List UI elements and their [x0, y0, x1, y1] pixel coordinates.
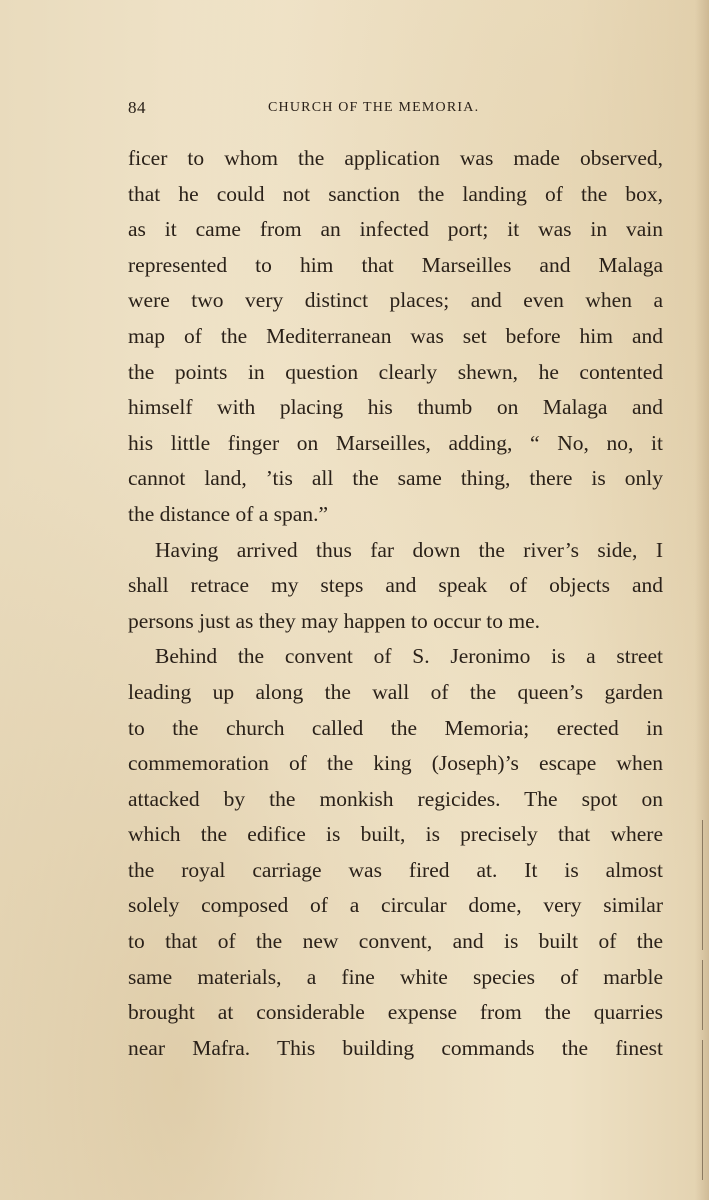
text-line: near Mafra. This building commands the finest [128, 1035, 663, 1060]
text-line: to that of the new convent, and is built of the [128, 929, 663, 954]
text-line: the royal carriage was fired at. It is almost [128, 857, 663, 882]
text-line: to the church called the Memoria; erected in [128, 715, 663, 740]
page-edge-line [702, 1040, 703, 1180]
text-line: shall retrace my steps and speak of objects and [128, 573, 663, 598]
text-line: Behind the convent of S. Jeronimo is a street [155, 644, 663, 669]
text-line: commemoration of the king (Joseph)’s escape when [128, 751, 663, 776]
text-line: as it came from an infected port; it was in vain [128, 217, 663, 242]
text-line: which the edifice is built, is precisely that where [128, 822, 663, 847]
text-line: cannot land, ’tis all the same thing, there is only [128, 466, 663, 491]
text-line: the distance of a span.” [128, 501, 328, 526]
text-line: represented to him that Marseilles and Malaga [128, 252, 663, 277]
text-line: himself with placing his thumb on Malaga and [128, 395, 663, 420]
text-line: same materials, a fine white species of marble [128, 964, 663, 989]
text-line: his little finger on Marseilles, adding, “ No, no, it [128, 430, 663, 455]
text-line: map of the Mediterranean was set before him and [128, 323, 663, 348]
page-header [128, 98, 663, 124]
text-line: were two very distinct places; and even when a [128, 288, 663, 313]
text-line: the points in question clearly shewn, he contented [128, 359, 663, 384]
page-edge-line [702, 820, 703, 950]
text-line: ficer to whom the application was made observed, [128, 146, 663, 170]
text-line: leading up along the wall of the queen’s garden [128, 679, 663, 704]
page-number: 84 [128, 98, 146, 117]
text-line: that he could not sanction the landing of the box, [128, 181, 663, 206]
text-line: attacked by the monkish regicides. The spot on [128, 786, 663, 811]
text-line: brought at considerable expense from the quarries [128, 1000, 663, 1025]
running-head: CHURCH OF THE MEMORIA. [268, 100, 480, 115]
text-line: solely composed of a circular dome, very similar [128, 893, 663, 918]
text-line: Having arrived thus far down the river’s side, I [155, 537, 663, 562]
body-text [128, 141, 663, 1066]
text-line: persons just as they may happen to occur to me. [128, 608, 540, 633]
page-edge-line [702, 960, 703, 1030]
